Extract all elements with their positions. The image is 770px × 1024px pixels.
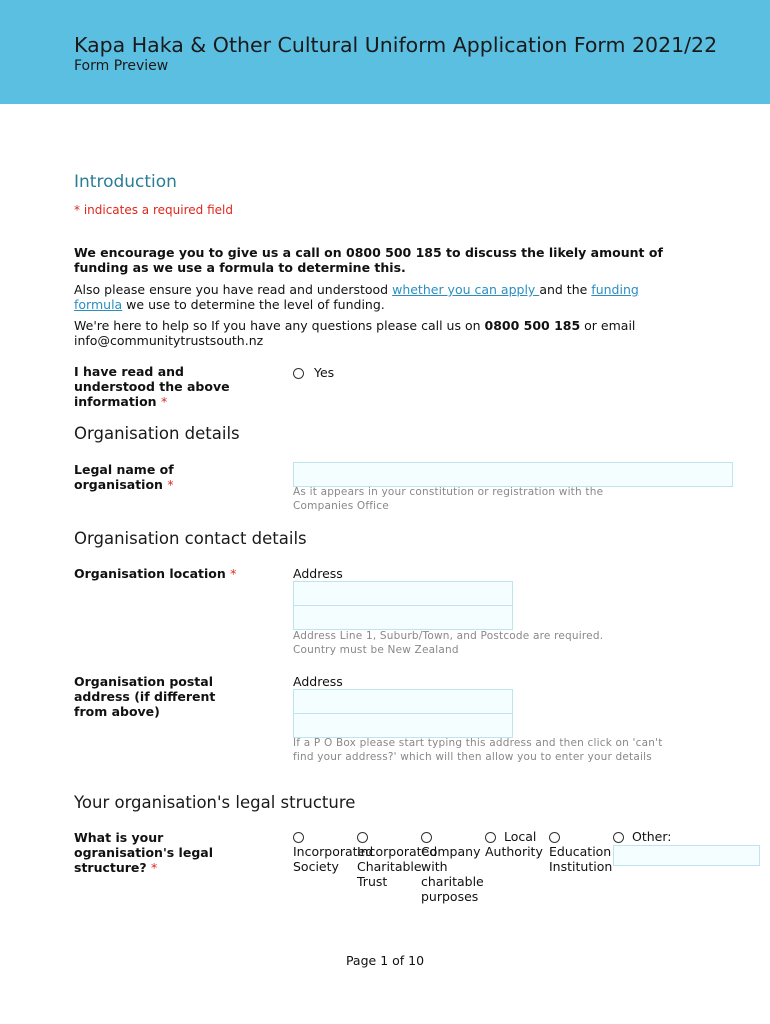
radio-button[interactable] <box>613 832 624 843</box>
legal-name-input[interactable] <box>293 462 733 487</box>
form-header <box>0 0 770 104</box>
legal-structure-other-input[interactable] <box>613 845 760 866</box>
legal-structure-label <box>74 830 234 875</box>
whether-you-can-apply-link[interactable]: whether you can apply <box>392 282 540 297</box>
required-field-note: * indicates a required field <box>74 203 233 217</box>
label-text: Organisation location <box>74 566 226 581</box>
confirm-read-label <box>74 364 254 409</box>
confirm-yes-option[interactable] <box>293 365 334 380</box>
postal-address-line-1-input[interactable] <box>293 689 513 714</box>
required-star: * <box>230 566 237 581</box>
legal-structure-option-other[interactable] <box>613 829 763 844</box>
postal-address-help: If a P O Box please start typing this address and then click on 'can't find your address?' which will then allow you to enter your details <box>293 737 663 763</box>
postal-address-sub-label: Address <box>293 674 343 689</box>
legal-name-help: As it appears in your constitution or registration with the Companies Office <box>293 486 604 512</box>
legal-structure-option-local-authority[interactable] <box>485 829 549 859</box>
intro-call-paragraph: We encourage you to give us a call on 0800 500 185 to discuss the likely amount of funding as we use a formula to determine this. <box>74 245 663 275</box>
intro-ensure-paragraph <box>74 282 664 312</box>
option-label: Other: <box>631 829 672 844</box>
label-text: I have read and understood the above information <box>74 364 230 409</box>
required-star: * <box>167 477 174 492</box>
intro-text: and the <box>539 282 592 297</box>
location-address-line-2-input[interactable] <box>293 605 513 630</box>
legal-structure-option-company-charitable[interactable] <box>421 829 485 904</box>
radio-button[interactable] <box>293 832 304 843</box>
postal-address-line-2-input[interactable] <box>293 713 513 738</box>
option-label: Incorporated Society <box>293 844 374 874</box>
label-text: Legal name of organisation <box>74 462 174 492</box>
legal-structure-option-education-institution[interactable] <box>549 829 613 874</box>
radio-button[interactable] <box>549 832 560 843</box>
location-address-label: Address <box>293 566 343 581</box>
funding-formula-link[interactable]: funding formula <box>74 282 639 312</box>
location-help: Address Line 1, Suburb/Town, and Postcode are required. Country must be New Zealand <box>293 630 604 656</box>
radio-button[interactable] <box>357 832 368 843</box>
phone-number: 0800 500 185 <box>484 318 581 333</box>
radio-button[interactable] <box>293 368 304 379</box>
intro-text: or email info@communitytrustsouth.nz <box>74 318 636 348</box>
location-address-line-1-input[interactable] <box>293 581 513 606</box>
label-text: What is your ogranisation's legal structure? <box>74 830 213 875</box>
intro-text: We're here to help so If you have any questions please call us on <box>74 318 485 333</box>
legal-structure-option-charitable-trust[interactable] <box>357 829 438 889</box>
form-subtitle: Form Preview <box>74 58 169 74</box>
radio-label: Yes <box>313 365 335 380</box>
legal-structure-option-incorporated-society[interactable] <box>293 829 374 874</box>
required-star: * <box>151 860 158 875</box>
intro-text: Also please ensure you have read and understood <box>74 282 393 297</box>
section-heading-organisation-details: Organisation details <box>74 424 240 443</box>
legal-name-label <box>74 462 234 492</box>
postal-address-label: Organisation postal address (if different from above) <box>74 674 216 719</box>
section-heading-legal-structure: Your organisation's legal structure <box>74 793 356 812</box>
section-heading-introduction: Introduction <box>74 172 177 192</box>
page-indicator: Page 1 of 10 <box>345 953 425 968</box>
intro-text: we use to determine the level of funding. <box>122 297 385 312</box>
section-heading-contact-details: Organisation contact details <box>74 529 307 548</box>
radio-button[interactable] <box>485 832 496 843</box>
option-label: Education Institution <box>549 844 613 874</box>
option-label: Incorporated Charitable Trust <box>357 844 438 889</box>
intro-help-paragraph <box>74 318 664 348</box>
option-label: Company with charitable purposes <box>421 844 484 904</box>
form-title: Kapa Haka & Other Cultural Uniform Application Form 2021/22 <box>74 33 718 57</box>
radio-button[interactable] <box>421 832 432 843</box>
org-location-label <box>74 566 274 581</box>
required-star: * <box>160 394 168 409</box>
option-label: Local Authority <box>485 829 543 859</box>
